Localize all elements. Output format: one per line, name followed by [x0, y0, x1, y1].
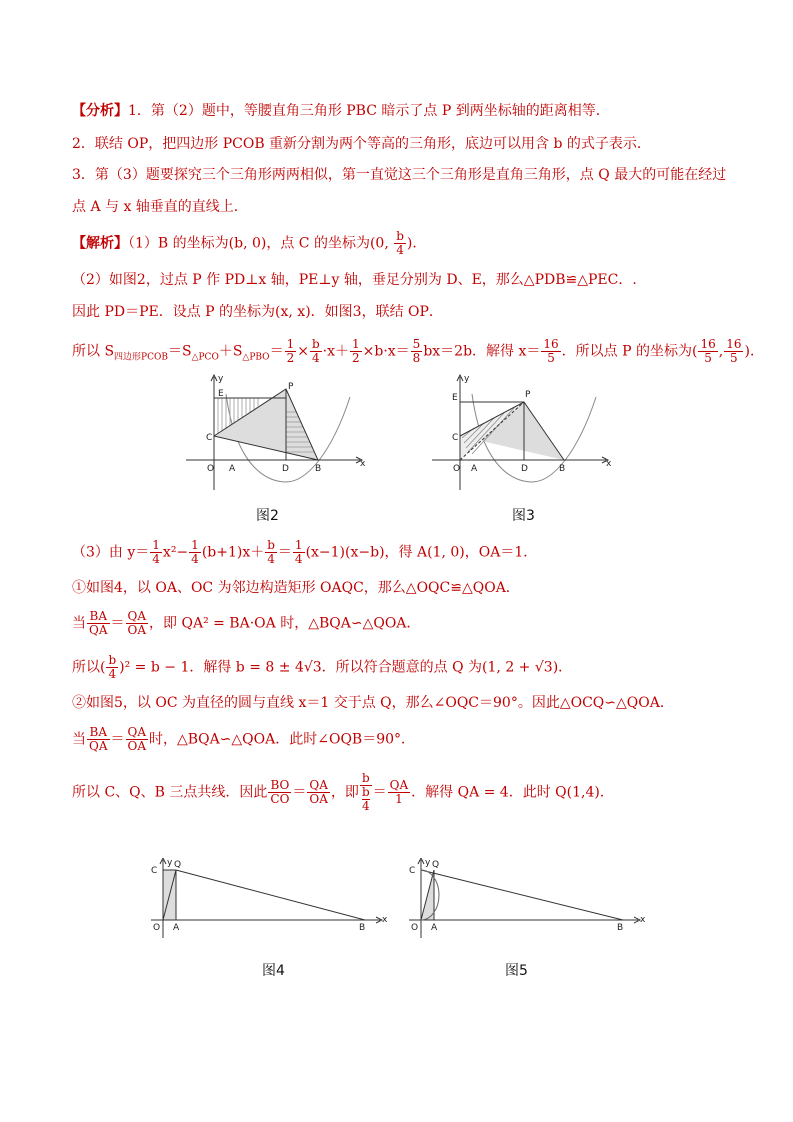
svg-text:y: y — [167, 858, 173, 868]
svg-text:C: C — [409, 866, 416, 876]
svg-text:Q: Q — [432, 860, 440, 870]
solution-part-3-intro: （3）由 y＝ $\frac{1}{4}$ x²− $\frac{1}{4}$ (b+1)x＋ $\frac{b}{4}$ ＝ $\frac{1}{4}$ (x−1)(x−b)，得 A(1, 0)，OA＝1． — [72, 538, 538, 566]
svg-text:E: E — [218, 389, 224, 399]
caption-fig3: 图3 — [512, 508, 535, 524]
solution-part-3: 因此 PD＝PE．设点 P 的坐标为(x, x)．如图3，联结 OP． — [72, 304, 443, 320]
solution-case-1: ①如图4，以 OA、OC 为邻边构造矩形 OAQC，那么△OQC≌△QOA． — [72, 580, 520, 596]
svg-text:A: A — [431, 923, 438, 933]
svg-text:P: P — [288, 382, 294, 392]
svg-text:P: P — [525, 390, 531, 400]
svg-text:B: B — [359, 923, 366, 933]
analysis-tag: 【分析】 — [72, 103, 128, 119]
svg-text:x: x — [640, 915, 646, 925]
caption-fig2: 图2 — [256, 508, 279, 524]
svg-text:x: x — [360, 459, 366, 469]
solution-tag: 【解析】 — [72, 235, 128, 252]
svg-text:B: B — [617, 923, 624, 933]
svg-text:C: C — [452, 433, 459, 443]
solution-part-2: （2）如图2，过点 P 作 PD⊥x 轴，PE⊥y 轴，垂足分别为 D、E，那么△PDB≌△PEC．. — [72, 272, 637, 288]
svg-text:A: A — [471, 464, 478, 474]
svg-text:E: E — [452, 393, 458, 403]
solution-case-2-result: 所以 C、Q、B 三点共线．因此 $\frac{BO}{CO}$ ＝ $\frac{QA}{OA}$ ，即 $\frac{b}{\frac{b}{4}}$ ＝ $\frac{QA}{1}$ ．解得 QA = 4．此时 Q(1,4)． — [72, 771, 614, 813]
solution-case-2: ②如图5，以 OC 为直径的圆与直线 x＝1 交于点 Q，那么∠OQC＝90°。因此△OCQ∽△QOA． — [72, 695, 674, 711]
analysis-line-3b: 点 A 与 x 轴垂直的直线上． — [72, 199, 248, 215]
svg-text:A: A — [229, 464, 236, 474]
svg-text:x: x — [606, 459, 612, 469]
figure-3 — [428, 372, 613, 494]
svg-text:B: B — [559, 464, 566, 474]
svg-text:O: O — [153, 923, 161, 933]
solution-case-1-result: 所以( $\frac{b}{4}$ )² = b − 1．解得 b = 8 ± 4√3．所以符合题意的点 Q 为(1, 2 + √3)． — [72, 653, 573, 681]
svg-text:D: D — [521, 464, 528, 474]
svg-text:A: A — [173, 923, 180, 933]
svg-text:B: B — [315, 464, 322, 474]
analysis-line-2: 2．联结 OP，把四边形 PCOB 重新分割为两个等高的三角形，底边可以用含 b 的式子表示． — [72, 136, 651, 152]
figure-4 — [145, 858, 390, 940]
svg-text:y: y — [464, 374, 470, 384]
svg-text:y: y — [218, 374, 224, 384]
caption-fig4: 图4 — [262, 963, 285, 979]
svg-text:Q: Q — [174, 860, 182, 870]
svg-text:C: C — [151, 866, 158, 876]
svg-text:O: O — [411, 923, 419, 933]
svg-text:y: y — [425, 858, 431, 868]
solution-case-1-condition: 当 $\frac{BA}{QA}$ ＝ $\frac{QA}{OA}$ ，即 QA² = BA·OA 时，△BQA∽△QOA． — [72, 609, 421, 637]
svg-text:C: C — [206, 433, 213, 443]
fraction-b-over-4: $\frac{b}{4}$ — [396, 229, 404, 257]
solution-case-2-condition: 当 $\frac{BA}{QA}$ ＝ $\frac{QA}{OA}$ 时，△BQA∽△QOA．此时∠OQB＝90°． — [72, 725, 416, 753]
analysis-line-1: 【分析】1．第（2）题中，等腰直角三角形 PBC 暗示了点 P 到两坐标轴的距离相等． — [72, 103, 610, 119]
svg-text:x: x — [382, 915, 388, 925]
figure-5 — [403, 858, 648, 940]
solution-area-equation: 所以 $S_{四边形PCOB}=S_{\triangle PCO}+S_{\triangle PBO}=$ $\frac{1}{2}$ × $\frac{b}{4}$ ·x＋ $\frac{1}{2}$ ×b·x＝ $\frac{5}{8}$ bx＝2b．解得 x＝ $\frac{16}{5}$ ．所以点 P 的坐标为( $\frac{16}{5}$ , $\frac{16}{5}$ )． — [72, 337, 764, 365]
solution-part-1: 【解析】（1）B 的坐标为(b, 0)，点 C 的坐标为(0, $\frac{b}{4}$ )． — [72, 229, 427, 257]
caption-fig5: 图5 — [505, 963, 528, 979]
svg-text:O: O — [207, 464, 215, 474]
analysis-line-3a: 3．第（3）题要探究三个三角形两两相似，第一直觉这三个三角形是直角三角形，点 Q 最大的可能在经过 — [72, 167, 727, 183]
svg-text:O: O — [453, 464, 461, 474]
figure-2 — [182, 372, 367, 494]
svg-text:D: D — [282, 464, 289, 474]
